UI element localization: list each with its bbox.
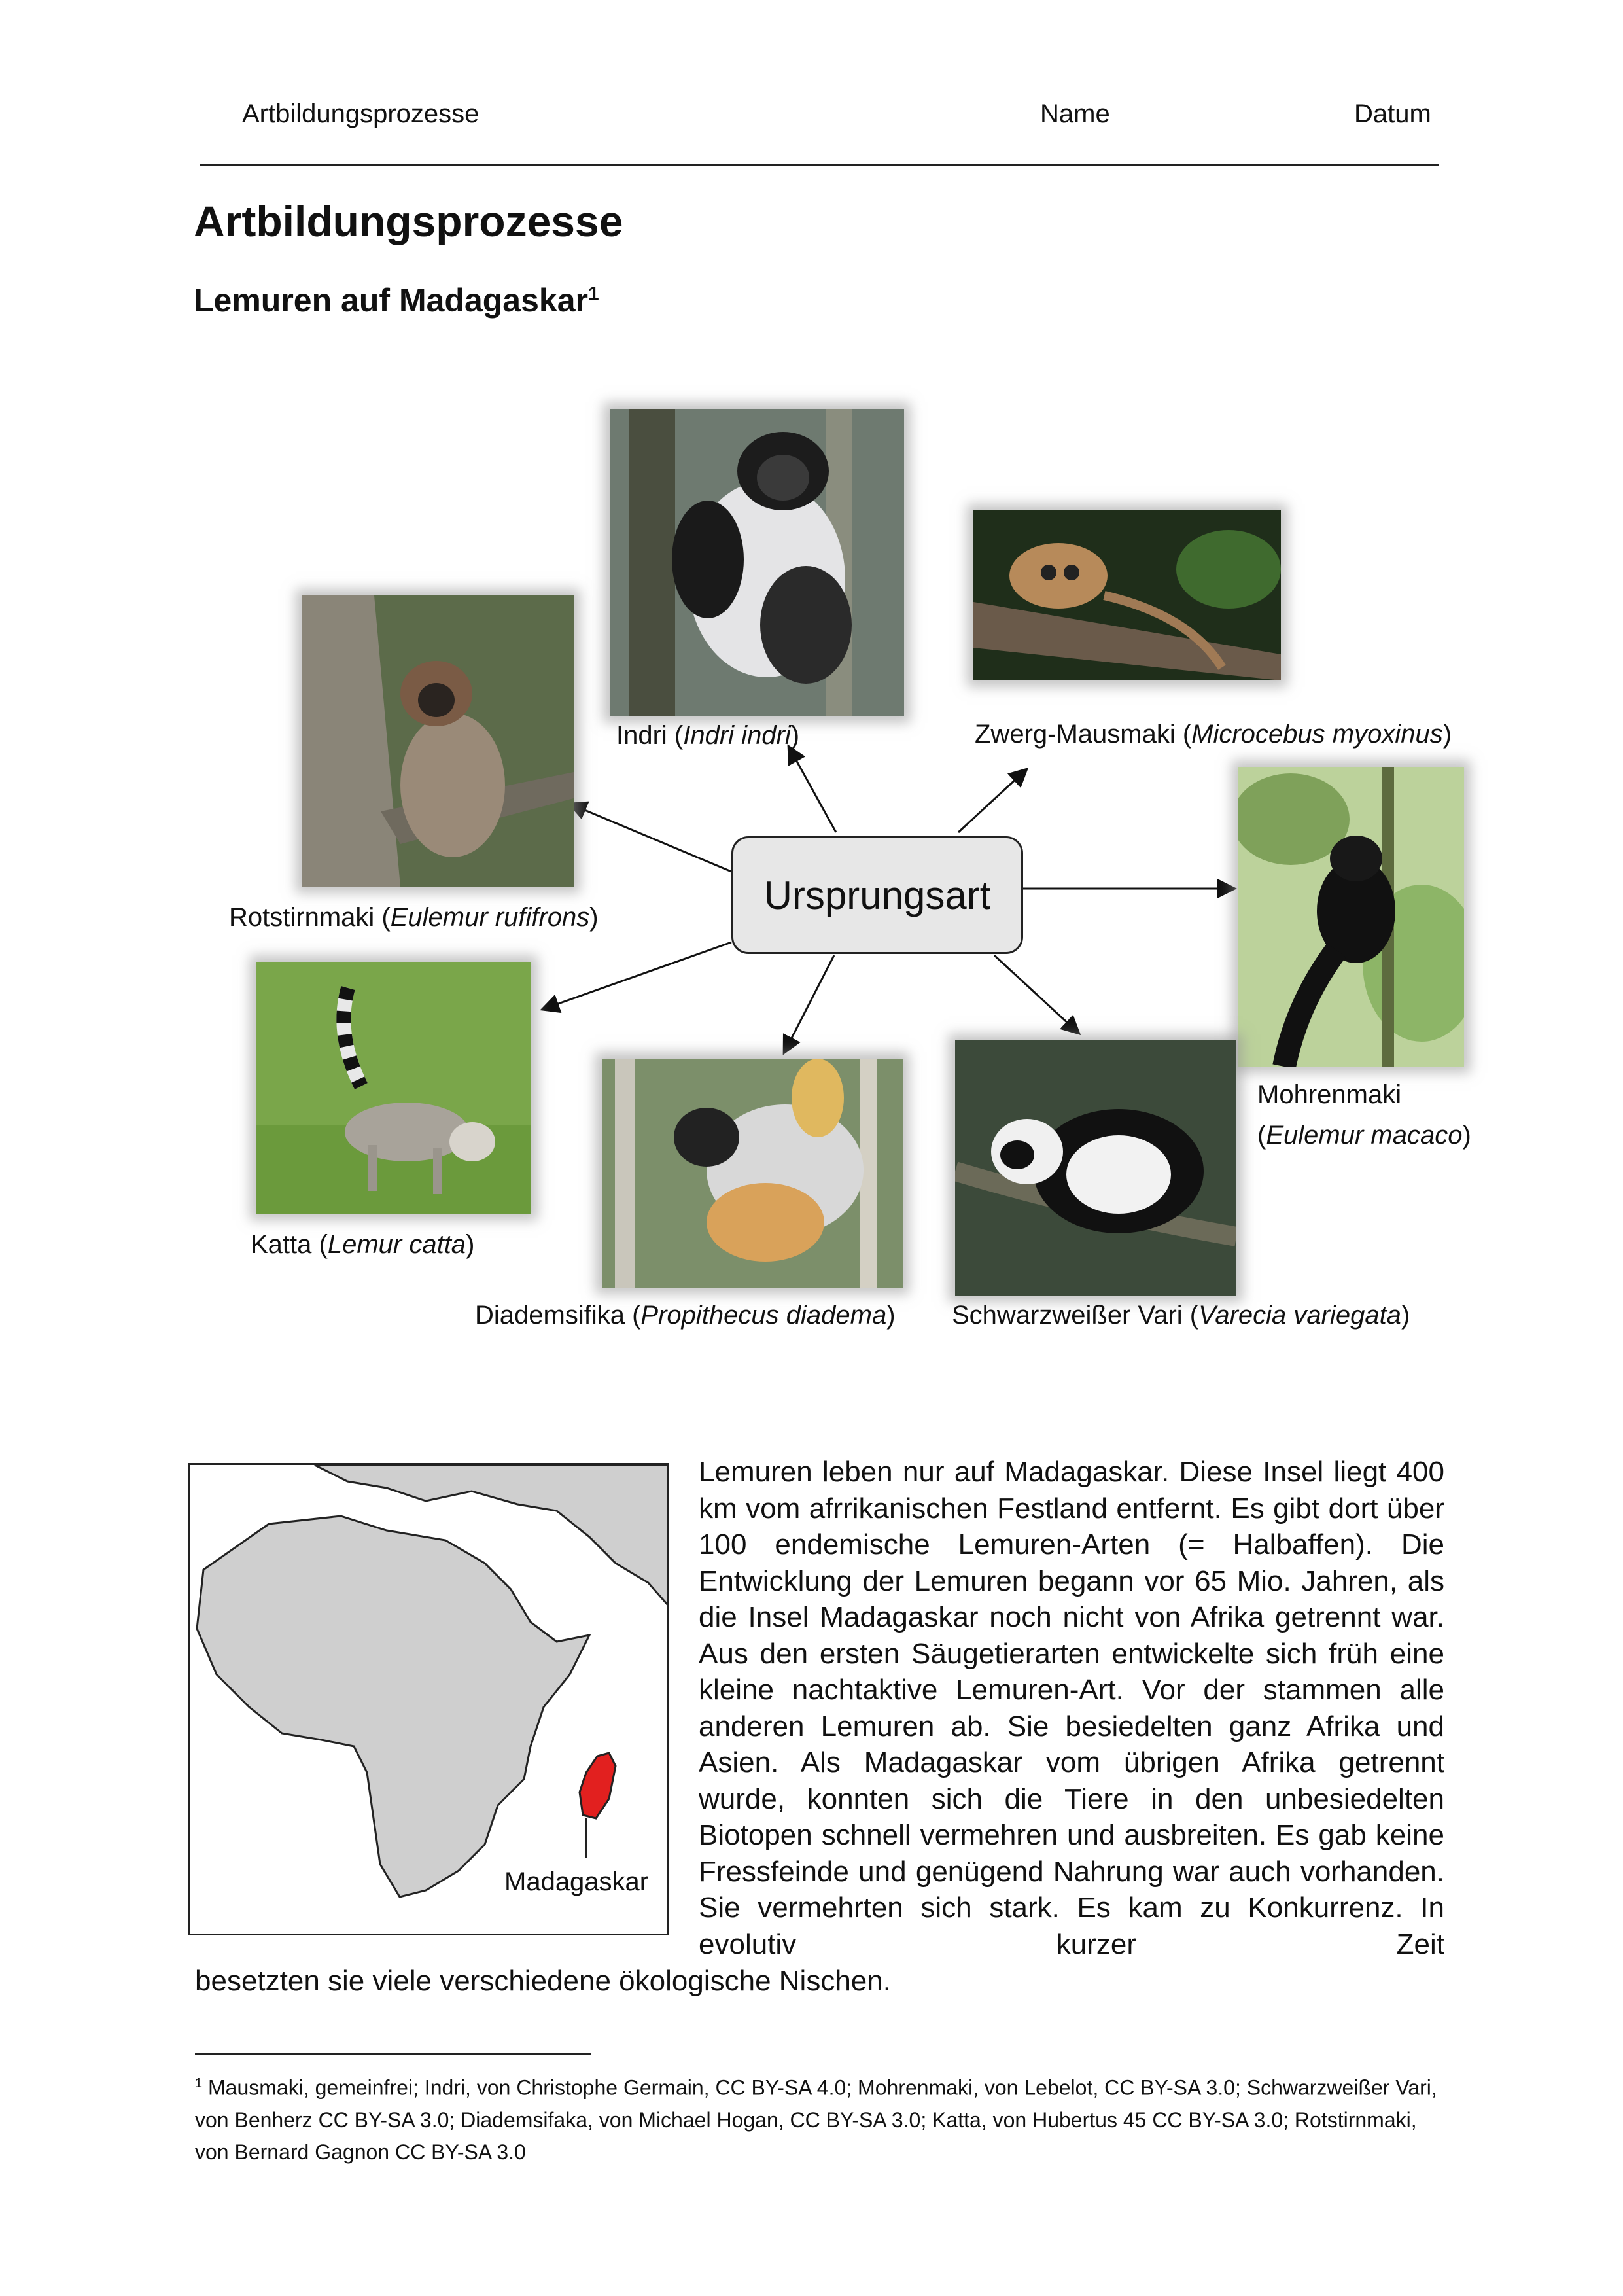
body-paragraph-tail: besetzten sie viele verschiedene ökologische Nischen. [195, 1965, 891, 1997]
body-paragraph: Lemuren leben nur auf Madagaskar. Diese Insel liegt 400 km vom afrrikanischen Festland entfernt. Es gibt dort über 100 endemische Lemuren-Arten (= Halbaffen). Die Entwicklung der Lemuren begann vor 65 Mio. Jahren, als die Insel Madagaskar noch nicht von Afrika getrennt war. Aus den ersten Säugetierarten entwickelte sich früh eine kleine nachtaktive Lemuren-Art. Vor der stammen alle anderen Lemuren ab. Sie besiedelten ganz Afrika und Asien. Als Madagaskar vom übrigen Afrika getrennt wurde, konnten sich die Tiere in den unbesiedelten Biotopen schnell vermehren und ausbreiten. Es gab keine Fressfeinde und genügend Nahrung war auch vorhanden. Sie vermehrten sich stark. Es kam zu Konkurrenz. In evolutiv kurzer Zeit [699, 1456, 1444, 1960]
arrow-to-katta [542, 942, 731, 1010]
africa-map [188, 1463, 669, 1935]
arrow-to-indri [788, 746, 836, 832]
africa-map-drawing [190, 1465, 669, 1935]
page-subtitle: Lemuren auf Madagaskar$^1$ [194, 282, 599, 319]
arrow-to-rotstirnmaki [569, 804, 731, 872]
diademsifika-photo [602, 1059, 903, 1288]
caption-mausmaki: Zwerg-Mausmaki (Microcebus myoxinus) [975, 720, 1452, 749]
arrow-to-mausmaki [958, 769, 1027, 832]
origin-species-box: Ursprungsart [731, 836, 1023, 954]
rotstirnmaki-photo [302, 595, 574, 887]
footnote-ref: 1 [587, 283, 599, 305]
caption-mohrenmaki: Mohrenmaki (Eulemur macaco) [1257, 1080, 1471, 1150]
header-date-field: Datum [1354, 99, 1431, 128]
arrow-to-vari [994, 955, 1079, 1034]
caption-vari: Schwarzweißer Vari (Varecia variegata) [952, 1301, 1410, 1330]
footnote-mark: 1 [195, 2076, 203, 2091]
vari-photo [955, 1040, 1236, 1296]
footnote-rule [195, 2053, 591, 2055]
footnote-text: Mausmaki, gemeinfrei; Indri, von Christophe Germain, CC BY-SA 4.0; Mohrenmaki, von Lebelot, CC BY-SA 3.0; Schwarzweißer Vari, von Benherz CC BY-SA 3.0; Diademsifaka, von Michael Hogan, CC BY-SA 3.0; Katta, von Hubertus 45 CC BY-SA 3.0; Rotstirnmaki, von Bernard Gagnon CC BY-SA 3.0 [195, 2075, 1437, 2164]
arrow-to-diademsifika [784, 955, 834, 1053]
caption-rotstirnmaki: Rotstirnmaki (Eulemur rufifrons) [229, 903, 599, 932]
page-title: Artbildungsprozesse [194, 197, 623, 245]
header-doc-title: Artbildungsprozesse [242, 99, 480, 128]
caption-diademsifika: Diademsifika (Propithecus diadema) [475, 1301, 896, 1330]
mausmaki-photo [973, 510, 1281, 680]
caption-indri: Indri (Indri indri) [616, 721, 800, 750]
header-name-field: Name [1040, 99, 1110, 128]
indri-photo [610, 409, 904, 716]
africa-landmass [197, 1516, 589, 1897]
katta-photo [256, 962, 531, 1214]
caption-katta: Katta (Lemur catta) [251, 1230, 475, 1259]
madagascar-shape [580, 1753, 616, 1818]
footnote [195, 2068, 1444, 2168]
mohrenmaki-photo [1238, 767, 1464, 1067]
map-label-madagaskar: Madagaskar [504, 1867, 649, 1896]
